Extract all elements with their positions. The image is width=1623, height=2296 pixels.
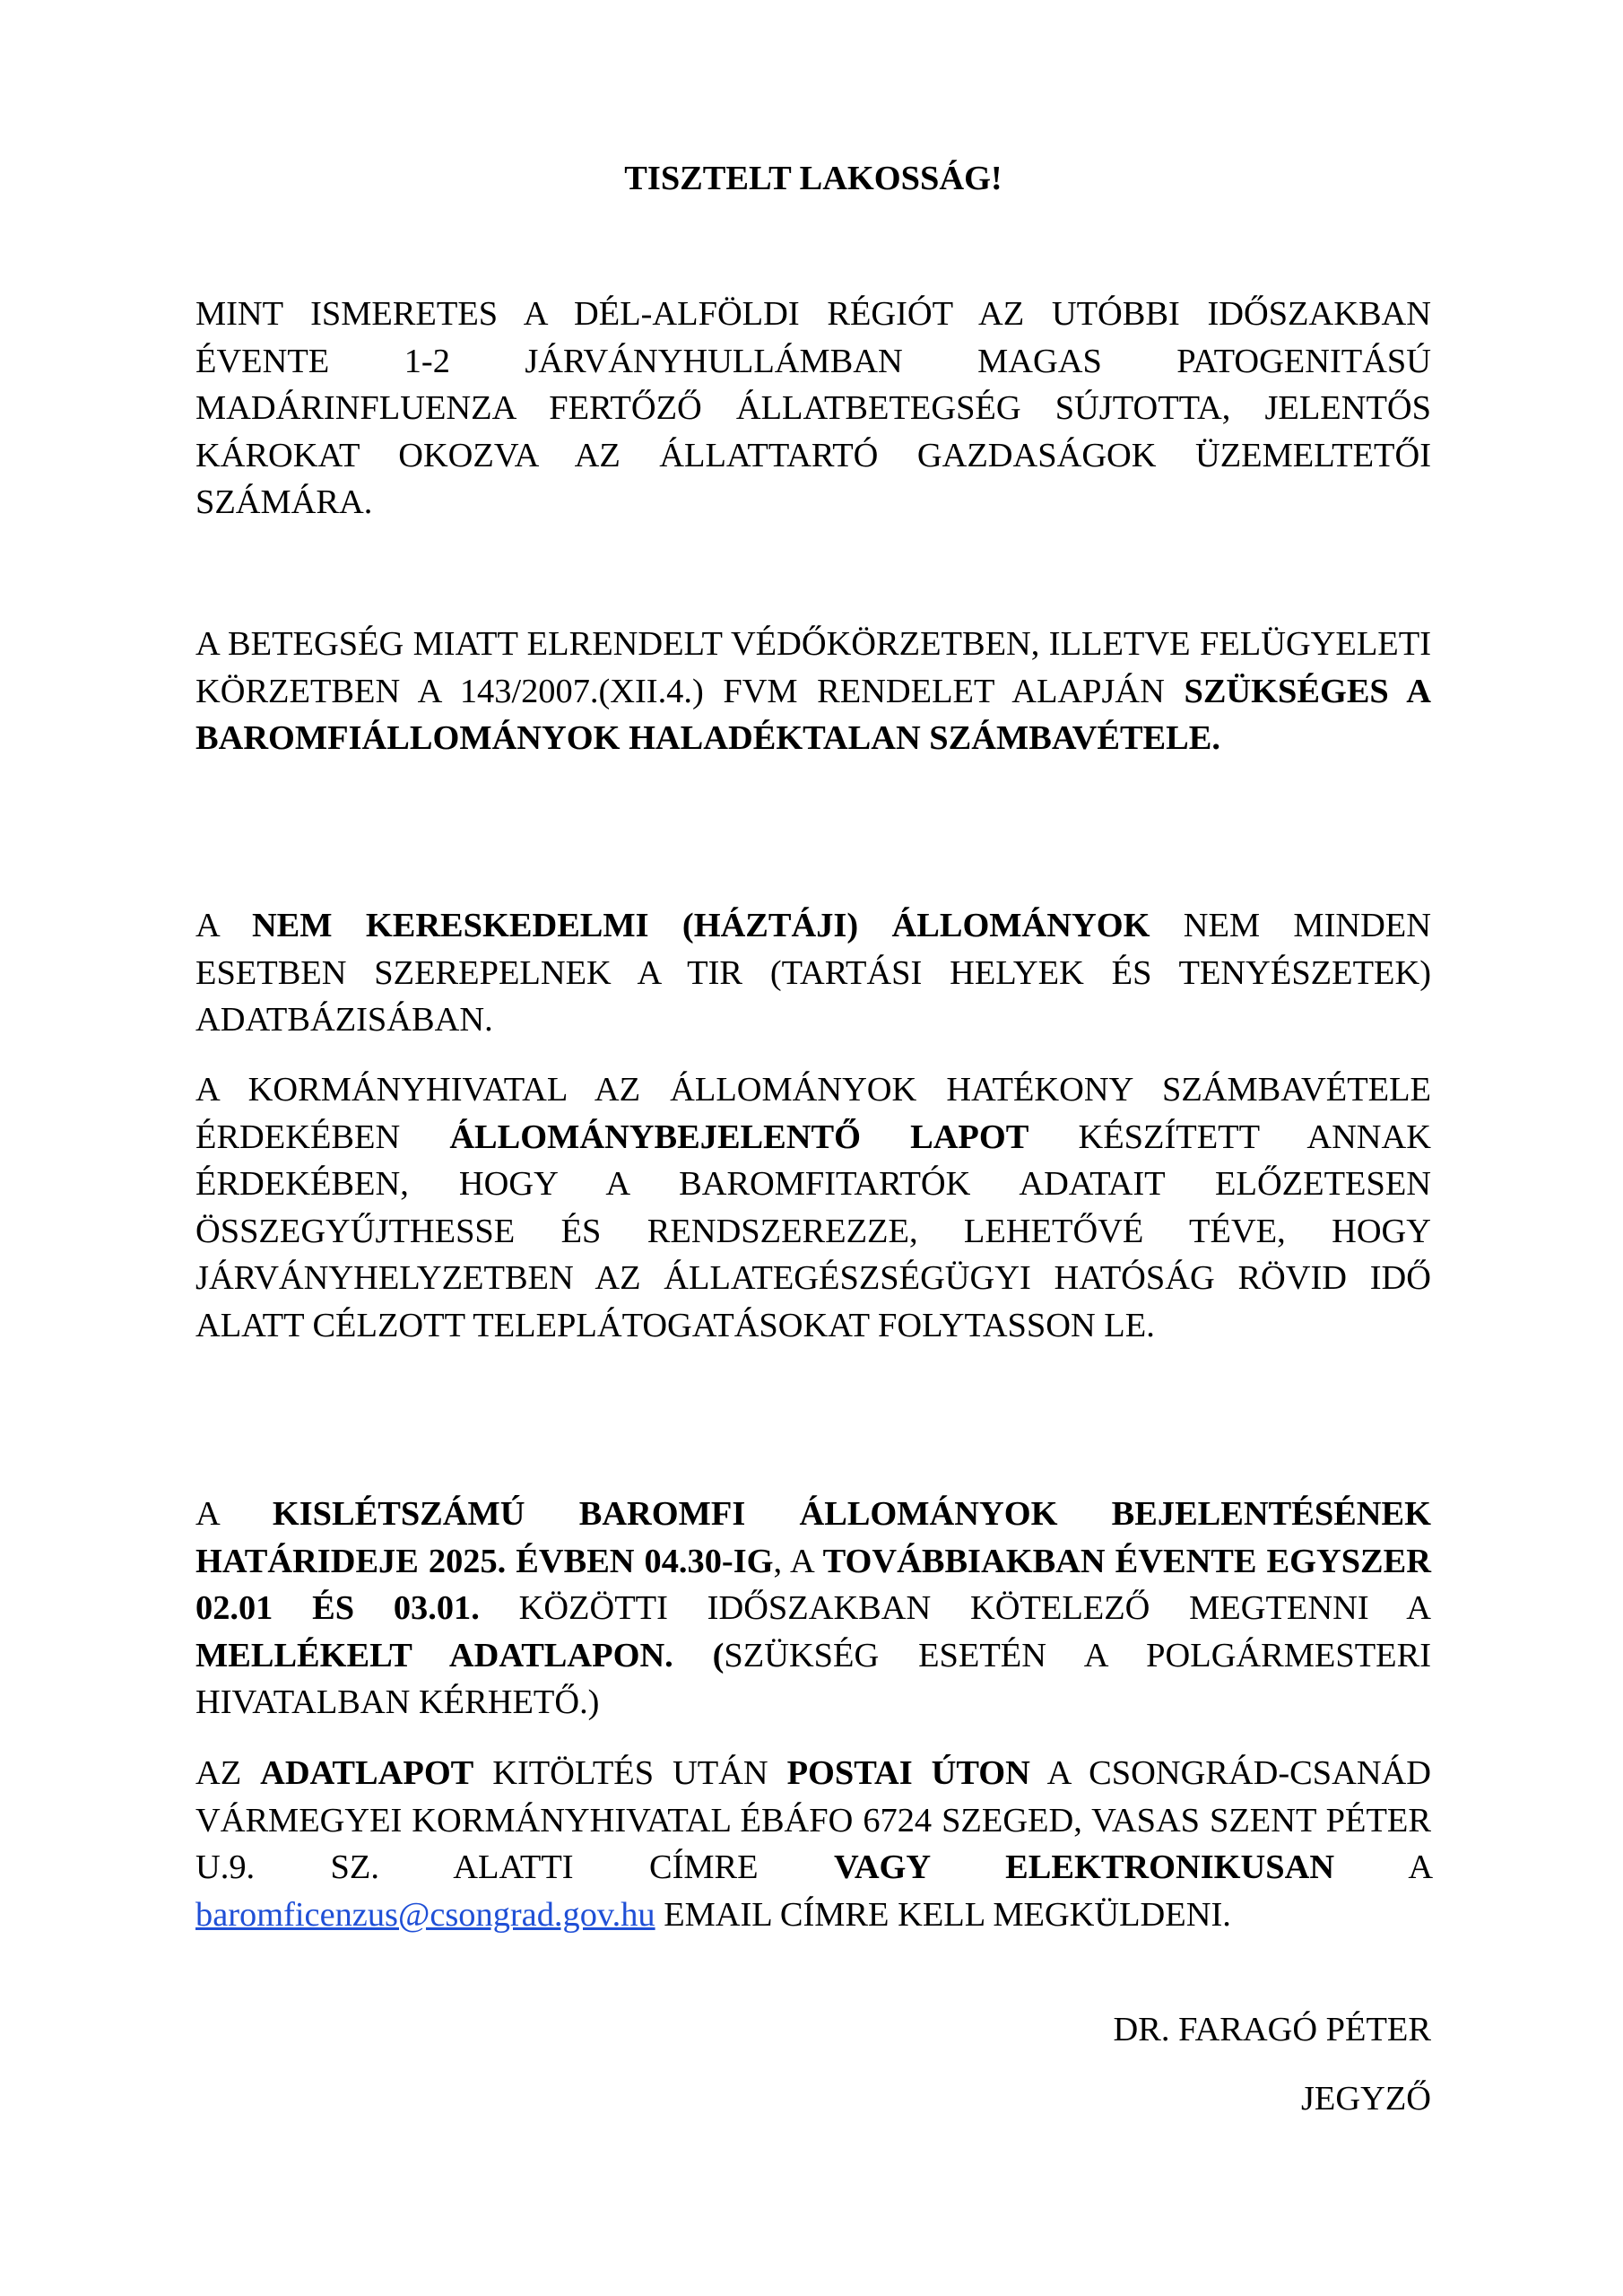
paragraph-regulation-text: A BETEGSÉG MIATT ELRENDELT VÉDŐKÖRZETBEN, ILLETVE FELÜGYELETI KÖRZETBEN A 143/2007.(XII.4.) FVM RENDELET ALAPJÁN (195, 625, 1431, 710)
paragraph-deadline-t4: SZÜKSÉG ESETÉN A POLGÁRMESTERI HIVATALBAN KÉRHETŐ.) (195, 1636, 1431, 1721)
paragraph-deadline-b2: TOVÁBBIAKBAN ÉVENTE EGYSZER 02.01 ÉS 03.01. (195, 1542, 1431, 1627)
paragraph-submission (195, 1750, 1431, 1938)
paragraph-registration-pre: A KORMÁNYHIVATAL AZ ÁLLOMÁNYOK HATÉKONY SZÁMBAVÉTELE ÉRDEKÉBEN (195, 1071, 1431, 1156)
paragraph-submission-b1: ADATLAPOT (260, 1754, 474, 1792)
paragraph-backyard-emphasis: NEM KERESKEDELMI (HÁZTÁJI) ÁLLOMÁNYOK (251, 907, 1150, 944)
paragraph-deadline-b3: MELLÉKELT ADATLAPON. ( (195, 1636, 725, 1674)
paragraph-registration-emphasis: ÁLLOMÁNYBEJELENTŐ LAPOT (449, 1118, 1029, 1156)
paragraph-deadline-t1: A (195, 1495, 273, 1533)
paragraph-registration-form (195, 1066, 1431, 1349)
paragraph-backyard-pre: A (195, 907, 252, 944)
signature-role: JEGYZŐ (1300, 2080, 1431, 2118)
paragraph-submission-b3: VAGY ELEKTRONIKUSAN (834, 1848, 1335, 1886)
paragraph-intro (195, 291, 1431, 526)
paragraph-intro-text: MINT ISMERETES A DÉL-ALFÖLDI RÉGIÓT AZ UTÓBBI IDŐSZAKBAN ÉVENTE 1-2 JÁRVÁNYHULLÁMBAN MAGAS PATOGENITÁSÚ MADÁRINFLUENZA FERTŐZŐ ÁLLATBETEGSÉG SÚJTOTTA, JELENTŐS KÁROKAT OKOZVA AZ ÁLLATTARTÓ GAZDASÁGOK ÜZEMELTETŐI SZÁMÁRA. (195, 295, 1431, 521)
paragraph-submission-t2: KITÖLTÉS UTÁN (473, 1754, 787, 1792)
paragraph-backyard-flocks (195, 902, 1431, 1044)
paragraph-submission-t5: EMAIL CÍMRE KELL MEGKÜLDENI. (655, 1895, 1231, 1934)
paragraph-submission-b2: POSTAI ÚTON (786, 1754, 1030, 1792)
paragraph-deadline-t3: KÖZÖTTI IDŐSZAKBAN KÖTELEZŐ MEGTENNI A (479, 1589, 1431, 1627)
paragraph-registration-post: KÉSZÍTETT ANNAK ÉRDEKÉBEN, HOGY A BAROMFITARTÓK ADATAIT ELŐZETESEN ÖSSZEGYŰJTHESSE ÉS RENDSZEREZZE, LEHETŐVÉ TÉVE, HOGY JÁRVÁNYHELYZETBEN AZ ÁLLATEGÉSZSÉGÜGYI HATÓSÁG RÖVID IDŐ ALATT CÉLZOTT TELEPLÁTOGATÁSOKAT FOLYTASSON LE. (195, 1118, 1431, 1344)
paragraph-submission-t4: A (1334, 1848, 1431, 1886)
paragraph-regulation (195, 621, 1431, 762)
notice-document (195, 0, 1431, 2296)
paragraph-submission-t1: AZ (195, 1754, 261, 1792)
paragraph-submission-t3: A CSONGRÁD-CSANÁD VÁRMEGYEI KORMÁNYHIVATAL ÉBÁFO 6724 SZEGED, VASAS SZENT PÉTER U.9. SZ. ALATTI CÍMRE (195, 1754, 1432, 1886)
paragraph-deadline-t2: , A (773, 1542, 823, 1580)
paragraph-deadline (195, 1491, 1431, 1726)
signature-name: DR. FARAGÓ PÉTER (1113, 2011, 1431, 2048)
email-link[interactable]: baromficenzus@csongrad.gov.hu (195, 1895, 655, 1934)
paragraph-deadline-b1: KISLÉTSZÁMÚ BAROMFI ÁLLOMÁNYOK BEJELENTÉSÉNEK HATÁRIDEJE 2025. ÉVBEN 04.30-IG (195, 1495, 1431, 1580)
paragraph-regulation-emphasis: SZÜKSÉGES A BAROMFIÁLLOMÁNYOK HALADÉKTALAN SZÁMBAVÉTELE. (195, 672, 1431, 757)
paragraph-backyard-post: NEM MINDEN ESETBEN SZEREPELNEK A TIR (TARTÁSI HELYEK ÉS TENYÉSZETEK) ADATBÁZISÁBAN. (195, 907, 1431, 1039)
page-title: TISZTELT LAKOSSÁG! (624, 160, 1002, 197)
